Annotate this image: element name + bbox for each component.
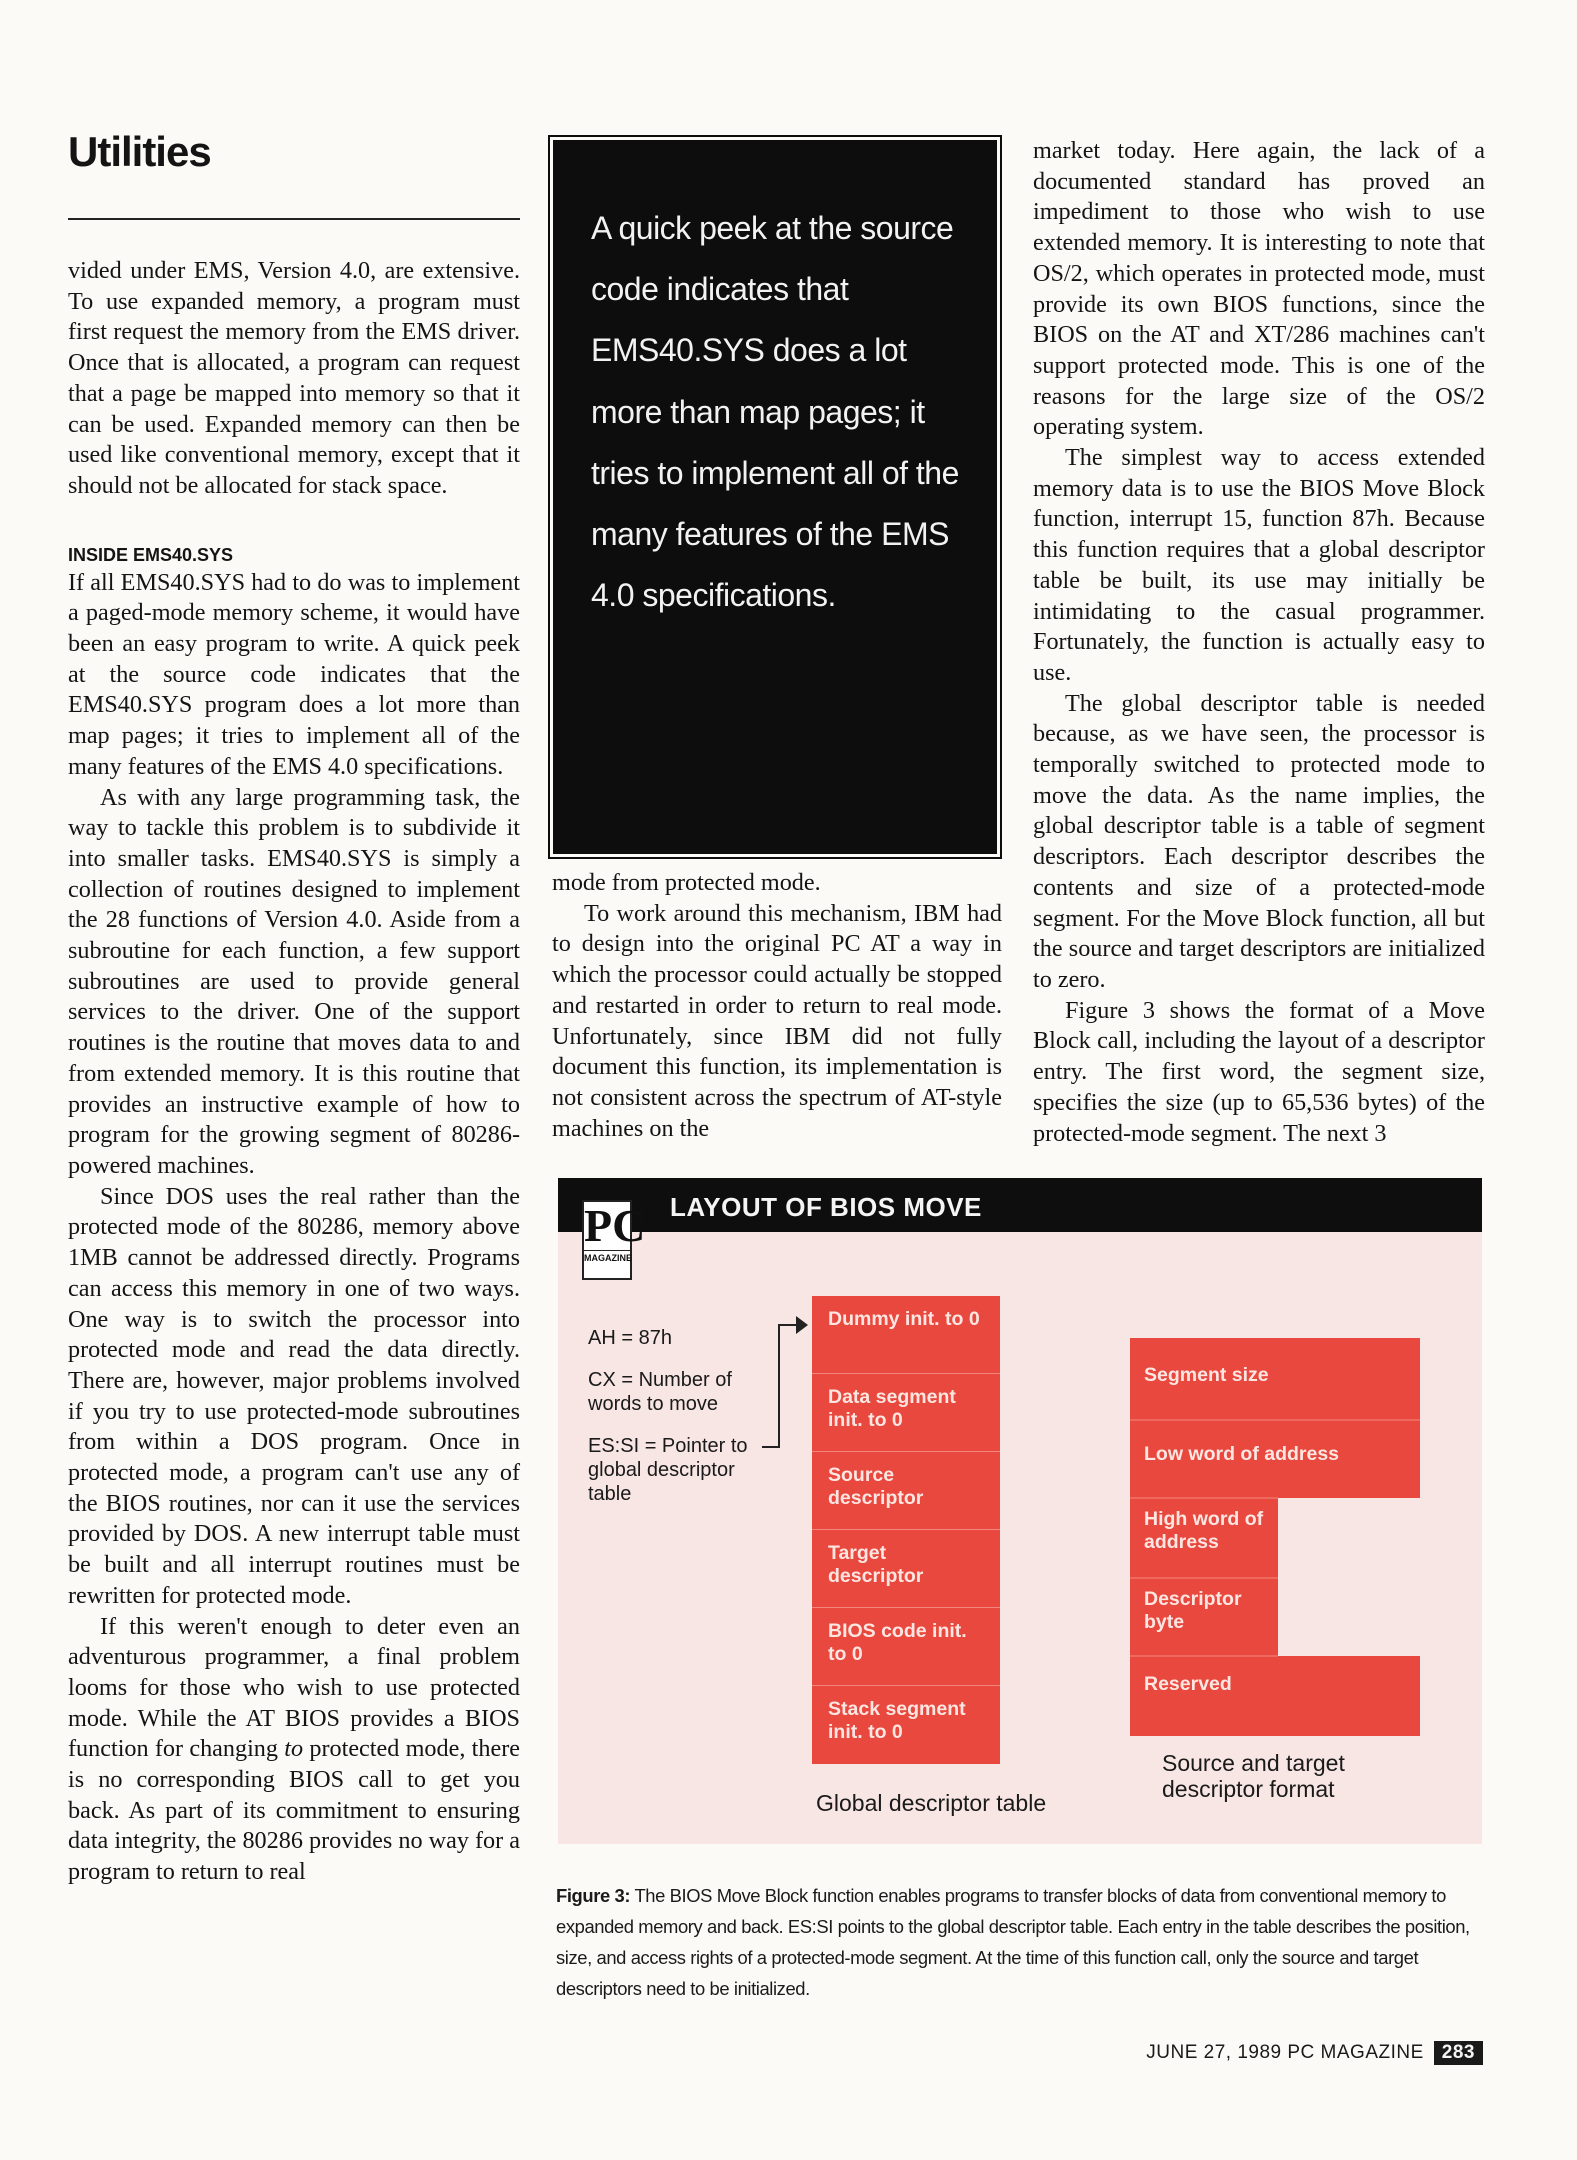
col2-paragraph-1: mode from protected mode. <box>552 869 821 896</box>
register-cx: CX = Number of words to move <box>588 1369 732 1415</box>
format-field: Low word of address <box>1144 1443 1340 1465</box>
gdt-entry: Data segment init. to 0 <box>812 1374 1000 1452</box>
gdt-entry: Stack segment init. to 0 <box>828 1698 966 1743</box>
format-field: Descriptor byte <box>1144 1588 1242 1633</box>
pc-magazine-logo: PC MAGAZINE <box>582 1200 632 1280</box>
col3-paragraph-3: The global descriptor table is needed because, as we have seen, the processor is temporally switched to protected mode to move the data. As the name implies, the global descriptor table is a table of segment descriptors. Each descriptor describes the contents and size of a protected-mode segment. For the Move Block function, all but the source and target descriptors are initialized to zero. <box>1033 689 1485 993</box>
section-title: Utilities <box>68 128 211 175</box>
column-1 <box>68 256 520 1888</box>
format-field: Segment size <box>1144 1364 1269 1386</box>
col3-paragraph-2: The simplest way to access extended memory data is to use the BIOS Move Block function, interrupt 15, function 87h. Because this function requires that a global descriptor table be built, its use may initially be intimidating to the casual programmer. Fortunately, the function is actually easy to use. <box>1033 444 1485 686</box>
format-field: High word of address <box>1144 1508 1264 1553</box>
format-label: Source and target descriptor format <box>1162 1750 1345 1802</box>
figure-title: LAYOUT OF BIOS MOVE <box>670 1192 982 1222</box>
gdt-entry: Source descriptor <box>812 1452 1000 1530</box>
gdt-entry: BIOS code init. to 0 <box>812 1608 1000 1686</box>
col1-paragraph-1: vided under EMS, Version 4.0, are extensive. To use expanded memory, a program must first request the memory from the EMS driver. Once that is allocated, a program can request that a page be mapped into memory so that it can be used. Expanded memory can then be used like conventional memory, except that it should not be allocated for stack space. <box>68 257 520 499</box>
issue-line: JUNE 27, 1989 PC MAGAZINE <box>1146 2042 1424 2063</box>
register-essi: ES:SI = Pointer to global descriptor table <box>588 1435 748 1505</box>
column-2 <box>552 868 1002 1144</box>
title-rule <box>68 218 520 220</box>
pull-quote-box <box>553 140 997 854</box>
figure-header-bar <box>558 1178 1482 1232</box>
gdt-entry: Target descriptor <box>812 1530 1000 1608</box>
col3-paragraph-1: market today. Here again, the lack of a documented standard has proved an impediment to those who wish to use extended memory. It is interesting to note that OS/2, which operates in protected mode, must provide its own BIOS functions, since the BIOS on the AT and XT/286 machines can't support protected mode. This is one of the reasons for the large size of the OS/2 operating system. <box>1033 137 1485 441</box>
col1-paragraph-3: As with any large programming task, the way to tackle this problem is to subdivide it into smaller tasks. EMS40.SYS is simply a collection of routines designed to implement the 28 functions of Version 4.0. Aside from a subroutine for each function, a few support subroutines are used to provide general services to the driver. One of the support routines is the routine that moves data to and from extended memory. It is this routine that provides an instructive example of how to program for the growing segment of 80286-powered machines. <box>68 783 520 1179</box>
page-footer <box>1146 2041 1483 2065</box>
pointer-arrow-icon <box>796 1316 808 1334</box>
figure-caption: Figure 3: The BIOS Move Block function enables programs to transfer blocks of data from conventional memory to expanded memory and back. ES:SI points to the global descriptor table. Each entry in the table describes the position, size, and access rights of a protected-mode segment. At the time of this function call, only the source and target descriptors need to be initialized. <box>556 1885 1470 1999</box>
col2-paragraph-2: To work around this mechanism, IBM had to design into the original PC AT a way in which the processor could actually be stopped and restarted in order to return to real mode. Unfortunately, since IBM did not fully document this function, its implementation is not consistent across the spectrum of AT-style machines on the <box>552 899 1002 1142</box>
col1-paragraph-4: Since DOS uses the real rather than the protected mode of the 80286, memory above 1MB cannot be addressed directly. Programs can access this memory in one of two ways. One way is to switch the processor into protected mode and read the data directly. There are, however, major problems involved if you try to use protected-mode subroutines from within a DOS program. Once in protected mode, a program can't use any of the BIOS routines, nor can it use the services provided by DOS. A new interrupt table must be built and all interrupt routines must be rewritten for protected mode. <box>68 1182 520 1609</box>
col1-paragraph-2: If all EMS40.SYS had to do was to implement a paged-mode memory scheme, it would have been an easy program to write. A quick peek at the source code indicates that the EMS40.SYS program does a lot more than map pages; it tries to implement all of the many features of the EMS 4.0 specifications. <box>68 568 520 780</box>
gdt-entry: Dummy init. to 0 <box>812 1296 1000 1374</box>
register-ah: AH = 87h <box>588 1327 672 1349</box>
gdt-label: Global descriptor table <box>816 1790 1047 1816</box>
pull-quote-text: A quick peek at the source code indicates that EMS40.SYS does a lot more than map pages; it tries to implement all of the many features of the EMS 4.0 specifications. <box>591 210 959 614</box>
column-3 <box>1033 136 1485 1149</box>
subhead: INSIDE EMS40.SYS <box>68 544 234 565</box>
format-field: Reserved <box>1144 1673 1232 1695</box>
col1-paragraph-5: If this weren't enough to deter even an adventurous programmer, a final problem looms for those who wish to use protected mode. While the AT BIOS provides a BIOS function for changing to protected mode, there is no corresponding BIOS call to get you back. As part of its commitment to ensuring data integrity, the 80286 provides no way for a program to return to real <box>68 1612 520 1886</box>
pointer-line-v <box>778 1324 780 1448</box>
figure-3 <box>558 1178 1482 1844</box>
page-number: 283 <box>1434 2041 1483 2065</box>
col3-paragraph-4: Figure 3 shows the format of a Move Block call, including the layout of a descriptor entry. The first word, the segment size, specifies the size (up to 65,536 bytes) of the protected-mode segment. The next 3 <box>1033 996 1485 1147</box>
global-descriptor-table <box>812 1296 1000 1764</box>
